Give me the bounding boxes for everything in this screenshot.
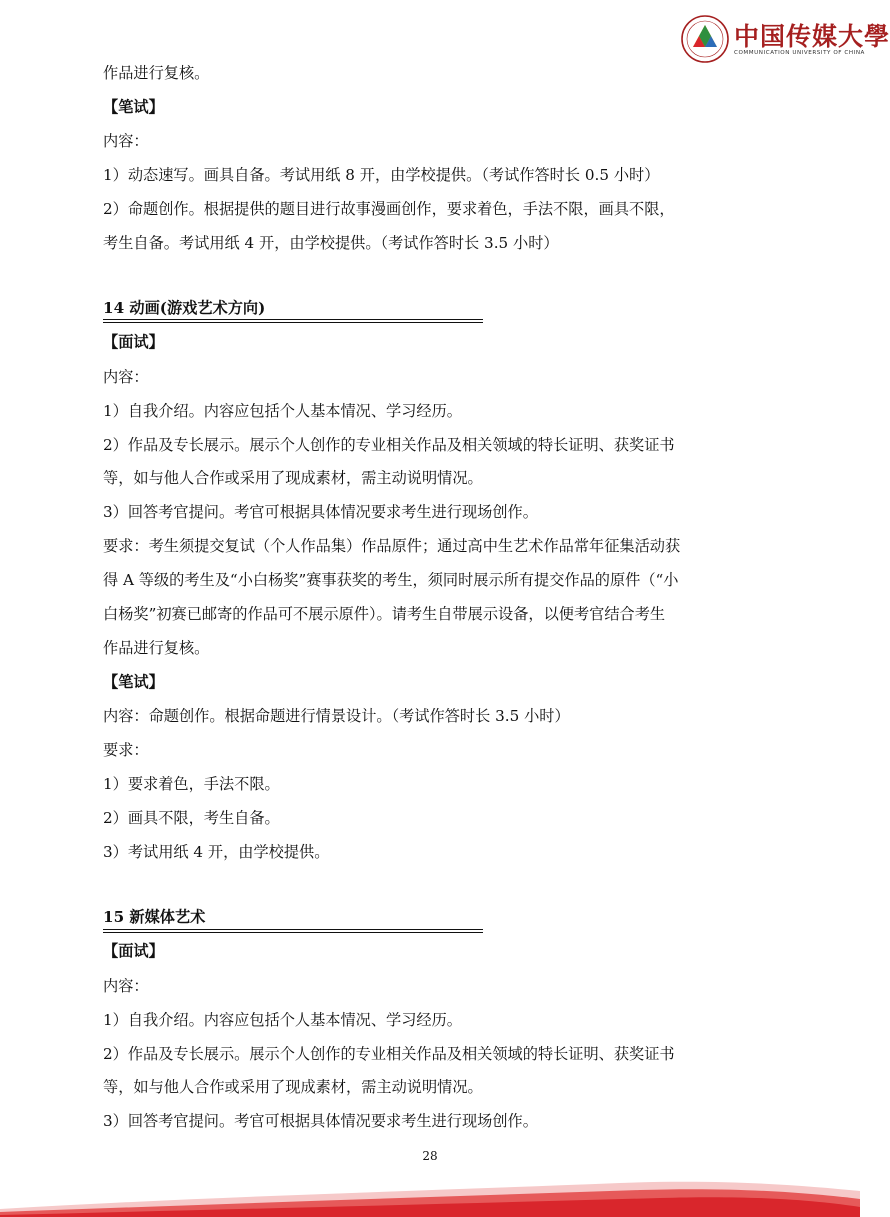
section-title-15: 15 新媒体艺术 [103,908,206,926]
paragraph-line: 1）自我介绍。内容应包括个人基本情况、学习经历。 [103,1011,462,1029]
heading-written-exam: 【笔试】 [103,673,164,691]
paragraph-line: 2）作品及专长展示。展示个人创作的专业相关作品及相关领域的特长证明、获奖证书 [103,1045,675,1063]
section-divider [103,319,483,323]
paragraph-line: 考生自备。考试用纸 4 开，由学校提供。（考试作答时长 3.5 小时） [103,234,559,252]
paragraph-line: 1）自我介绍。内容应包括个人基本情况、学习经历。 [103,402,462,420]
paragraph-line: 3）回答考官提问。考官可根据具体情况要求考生进行现场创作。 [103,1112,538,1130]
page-number: 28 [422,1149,438,1163]
paragraph-line: 内容：命题创作。根据命题进行情景设计。（考试作答时长 3.5 小时） [103,707,570,725]
heading-written-exam: 【笔试】 [103,98,164,116]
logo-english-name: COMMUNICATION UNIVERSITY OF CHINA [734,50,865,56]
paragraph-line: 2）命题创作。根据提供的题目进行故事漫画创作，要求着色，手法不限，画具不限， [103,200,675,218]
paragraph-line: 要求：考生须提交复试（个人作品集）作品原件；通过高中生艺术作品常年征集活动获 [103,537,681,555]
paragraph-line: 作品进行复核。 [103,639,210,657]
heading-interview: 【面试】 [103,942,164,960]
paragraph-line: 3）考试用纸 4 开，由学校提供。 [103,843,330,861]
paragraph-line: 1）要求着色，手法不限。 [103,775,280,793]
paragraph-line: 2）作品及专长展示。展示个人创作的专业相关作品及相关领域的特长证明、获奖证书 [103,436,675,454]
paragraph-line: 1）动态速写。画具自备。考试用纸 8 开，由学校提供。（考试作答时长 0.5 小时） [103,166,660,184]
paragraph-line: 等，如与他人合作或采用了现成素材，需主动说明情况。 [103,469,483,487]
paragraph-line: 要求： [103,741,149,759]
paragraph-line: 得 A 等级的考生及“小白杨奖”赛事获奖的考生，须同时展示所有提交作品的原件（“小 [103,571,679,589]
paragraph-line: 3）回答考官提问。考官可根据具体情况要求考生进行现场创作。 [103,503,538,521]
university-logo [680,14,890,66]
paragraph-line: 内容： [103,977,149,995]
paragraph-line: 内容： [103,368,149,386]
paragraph-line: 等，如与他人合作或采用了现成素材，需主动说明情况。 [103,1078,483,1096]
university-emblem-icon [680,14,730,64]
heading-interview: 【面试】 [103,333,164,351]
paragraph-line: 白杨奖”初赛已邮寄的作品可不展示原件）。请考生自带展示设备，以便考官结合考生 [103,605,666,623]
paragraph-line: 内容： [103,132,149,150]
paragraph-line: 2）画具不限，考生自备。 [103,809,280,827]
section-title-14: 14 动画(游戏艺术方向) [103,299,266,317]
section-divider [103,929,483,933]
logo-chinese-name: 中国传媒大學 [734,22,890,51]
paragraph-line: 作品进行复核。 [103,64,210,82]
footer-wave-decoration [0,1157,860,1217]
